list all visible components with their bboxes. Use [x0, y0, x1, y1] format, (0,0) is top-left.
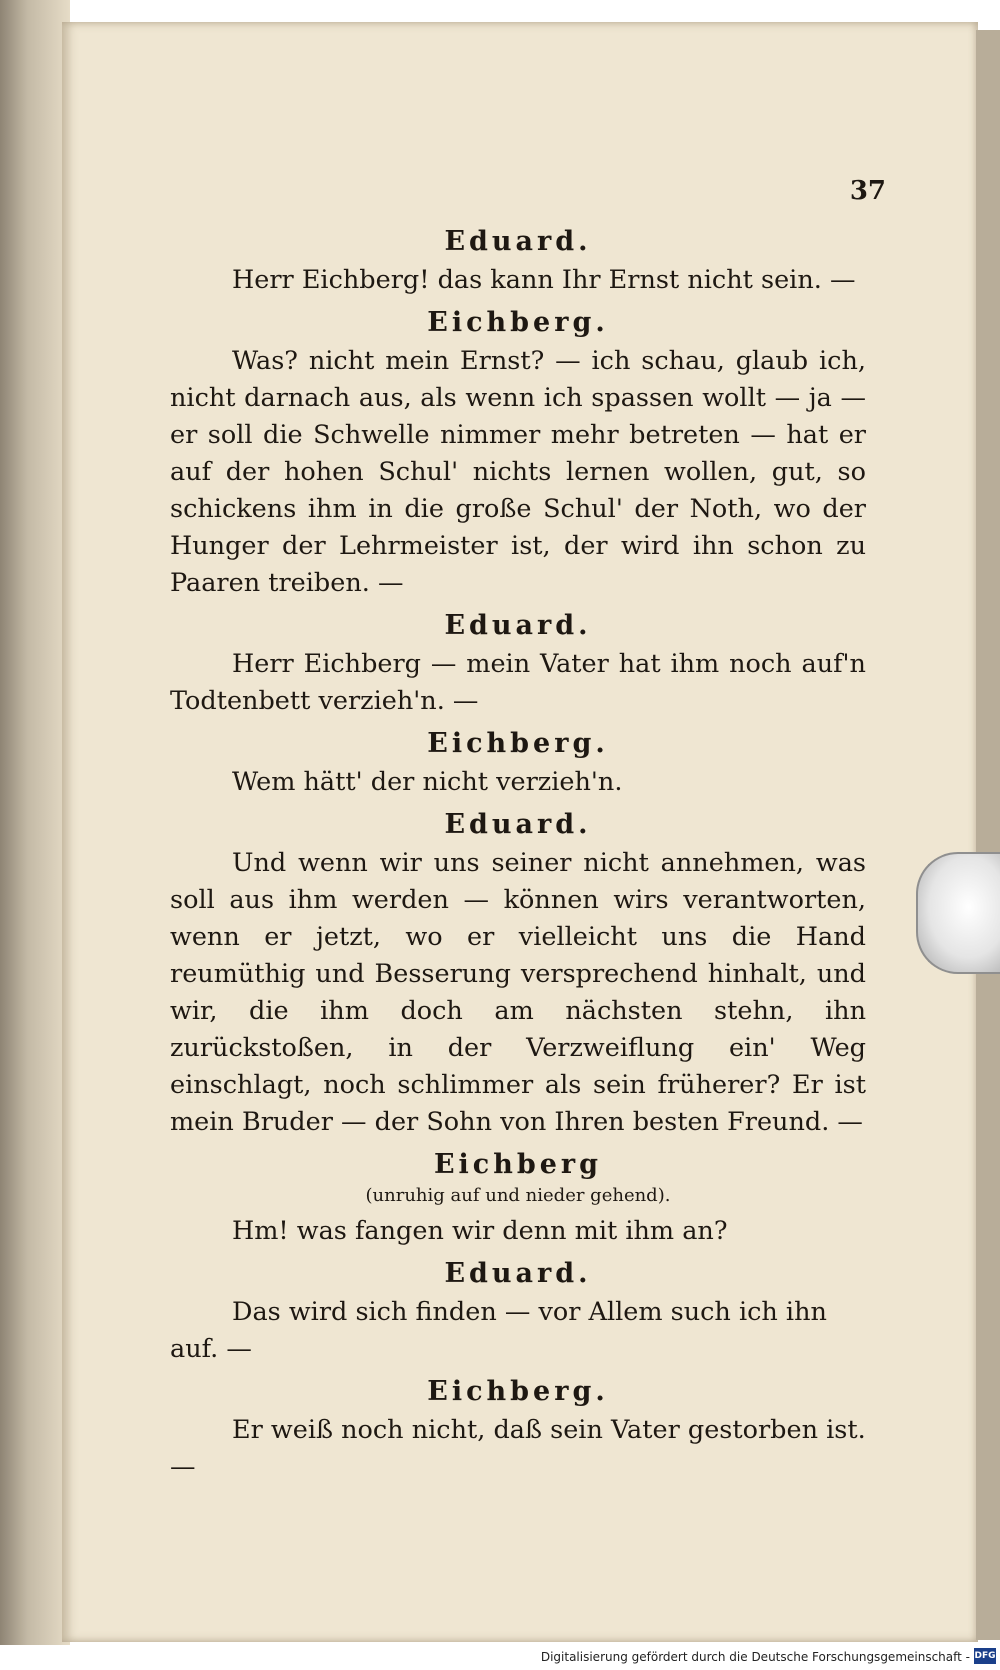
speech-line: Hm! was fangen wir denn mit ihm an? — [232, 1216, 728, 1246]
binding-shadow — [0, 0, 70, 1645]
speaker-name: Eduard. — [444, 809, 592, 840]
page-clip-icon — [916, 852, 1000, 974]
speaker-name: Eichberg. — [427, 728, 609, 759]
speech-line: Er weiß noch nicht, daß sein Vater gestorben ist. — — [170, 1415, 866, 1482]
speaker-name: Eduard. — [444, 226, 592, 257]
speech-paragraph: Herr Eichberg — mein Vater hat ihm noch auf'n Todtenbett verzieh'n. — — [170, 649, 866, 716]
page-number: 37 — [849, 176, 886, 206]
speech-line: Das wird sich finden — vor Allem such ich ihn auf. — — [170, 1297, 827, 1364]
speech-line: Herr Eichberg! das kann Ihr Ernst nicht sein. — — [232, 265, 856, 295]
dfg-logo-icon: DFG — [974, 1648, 996, 1664]
funding-notice: Digitalisierung gefördert durch die Deutsche Forschungsgemeinschaft - — [540, 1650, 970, 1664]
page-edge — [976, 30, 1000, 1640]
play-text — [170, 222, 866, 1490]
speaker-name: Eichberg — [433, 1149, 603, 1180]
speech-line: Wem hätt' der nicht verzieh'n. — [232, 767, 623, 797]
speaker-name: Eduard. — [444, 1258, 592, 1289]
speech-paragraph: Und wenn wir uns seiner nicht annehmen, was soll aus ihm werden — können wirs verantworten, wenn er jetzt, wo er vielleicht uns die Hand reumüthig und Besserung versprechend hinhalt, und wir, die ihm doch am nächsten stehn, ihn zurückstoßen, in der Verzweiflung ein' Weg einschlagt, noch schlimmer als sein früherer? Er ist mein Bruder — der Sohn von Ihren besten Freund. — — [170, 848, 866, 1137]
speaker-name: Eduard. — [444, 610, 592, 641]
stage-direction: (unruhig auf und nieder gehend). — [365, 1185, 671, 1206]
speech-paragraph: Was? nicht mein Ernst? — ich schau, glaub ich, nicht darnach aus, als wenn ich spassen wollt — ja — er soll die Schwelle nimmer mehr betreten — hat er auf der hohen Schul' nichts lernen wollen, gut, so schickens ihm in die große Schul' der Noth, wo der Hunger der Lehrmeister ist, der wird ihn schon zu Paaren treiben. — — [170, 346, 866, 598]
speaker-name: Eichberg. — [427, 1376, 609, 1407]
speaker-name: Eichberg. — [427, 307, 609, 338]
